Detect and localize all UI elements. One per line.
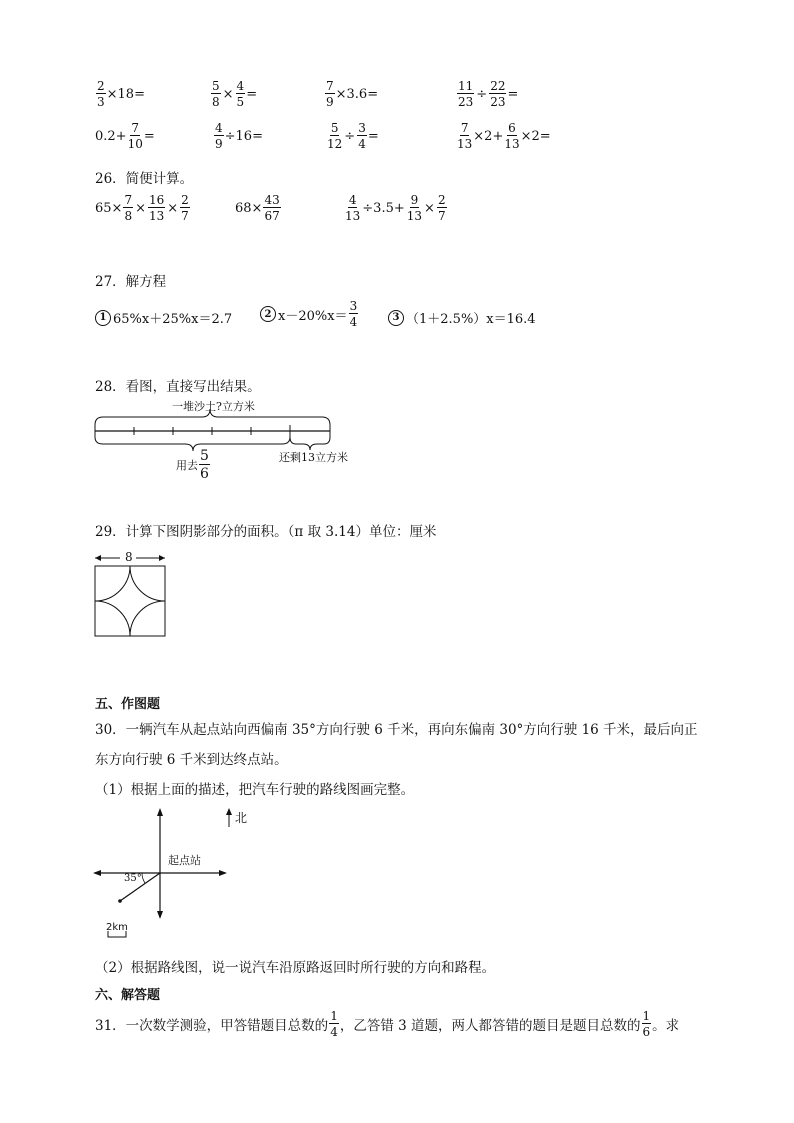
q30-start-label: 起点站: [168, 854, 201, 867]
q30-sub-1: （1）根据上面的描述，把汽车行驶的路线图画完整。: [95, 782, 415, 798]
q26-expr-2: 68× $\frac{43}{67}$: [235, 193, 280, 223]
q29-width-label: 8: [125, 550, 133, 564]
q25-expr-5: 0.2+ $\frac{7}{10}$ =: [95, 121, 155, 151]
q28-remaining-label: 还剩13立方米: [279, 451, 348, 464]
q25-expr-2: $\frac{5}{8}$ × $\frac{4}{5}$ =: [212, 79, 258, 109]
q25-expr-6: $\frac{4}{9}$ ÷16=: [215, 121, 263, 151]
q30-angle-label: 35°: [124, 873, 142, 884]
circled-number: 3: [388, 310, 404, 326]
section-5-heading: 五、作图题: [95, 697, 161, 712]
q31-text: 31．一次数学测验，甲答错题目总数的 $\frac{1}{4}$ ，乙答错 3 道题，两人都答错的题目是题目总数的 $\frac{1}{6}$ 。求: [95, 1009, 680, 1039]
q30-line-2: 东方向行驶 6 千米到达终点站。: [95, 752, 288, 768]
q25-expr-8: $\frac{7}{13}$ ×2+ $\frac{6}{13}$ ×2=: [457, 121, 551, 151]
q30-north-label: 北: [235, 811, 248, 825]
q30-sub-2: （2）根据路线图，说一说汽车沿原路返回时所行驶的方向和路程。: [95, 960, 496, 976]
circled-number: 2: [260, 306, 276, 322]
circled-number: 1: [95, 310, 111, 326]
q28-title: 28．看图，直接写出结果。: [95, 379, 261, 395]
q28-total-label: 一堆沙土?立方米: [172, 400, 255, 413]
q28-used-label: 用去 $\frac{5}{6}$: [176, 448, 209, 482]
q27-title: 27．解方程: [95, 274, 167, 290]
section-6-heading: 六、解答题: [95, 988, 161, 1003]
q25-expr-1: $\frac{2}{3}$ ×18=: [97, 79, 145, 109]
q25-expr-7: $\frac{5}{12}$ ÷ $\frac{3}{4}$ =: [327, 121, 379, 151]
q26-expr-1: 65× $\frac{7}{8}$ × $\frac{16}{13}$ × $\frac{2}{7}$: [95, 193, 189, 223]
q27-eq-2: 2 x－20%x＝ $\frac{3}{4}$: [260, 300, 359, 328]
q26-title: 26．简便计算。: [95, 171, 194, 187]
q30-scale-label: 2km: [106, 922, 128, 933]
q27-eq-1: 1 65%x＋25%x＝2.7: [95, 308, 232, 327]
q30-line-1: 30．一辆汽车从起点站向西偏南 35°方向行驶 6 千米，再向东偏南 30°方向行驶 16 千米，最后向正: [95, 722, 698, 738]
q27-eq-3: 3 （1＋2.5%）x＝16.4: [388, 308, 536, 327]
q25-expr-4: $\frac{11}{23}$ ÷ $\frac{22}{23}$ =: [458, 79, 519, 109]
q26-expr-3: $\frac{4}{13}$ ÷3.5+ $\frac{9}{13}$ × $\frac{2}{7}$: [345, 193, 446, 223]
q29-title: 29．计算下图阴影部分的面积。（π 取 3.14）单位：厘米: [95, 524, 437, 540]
q25-expr-3: $\frac{7}{9}$ ×3.6=: [326, 79, 379, 109]
